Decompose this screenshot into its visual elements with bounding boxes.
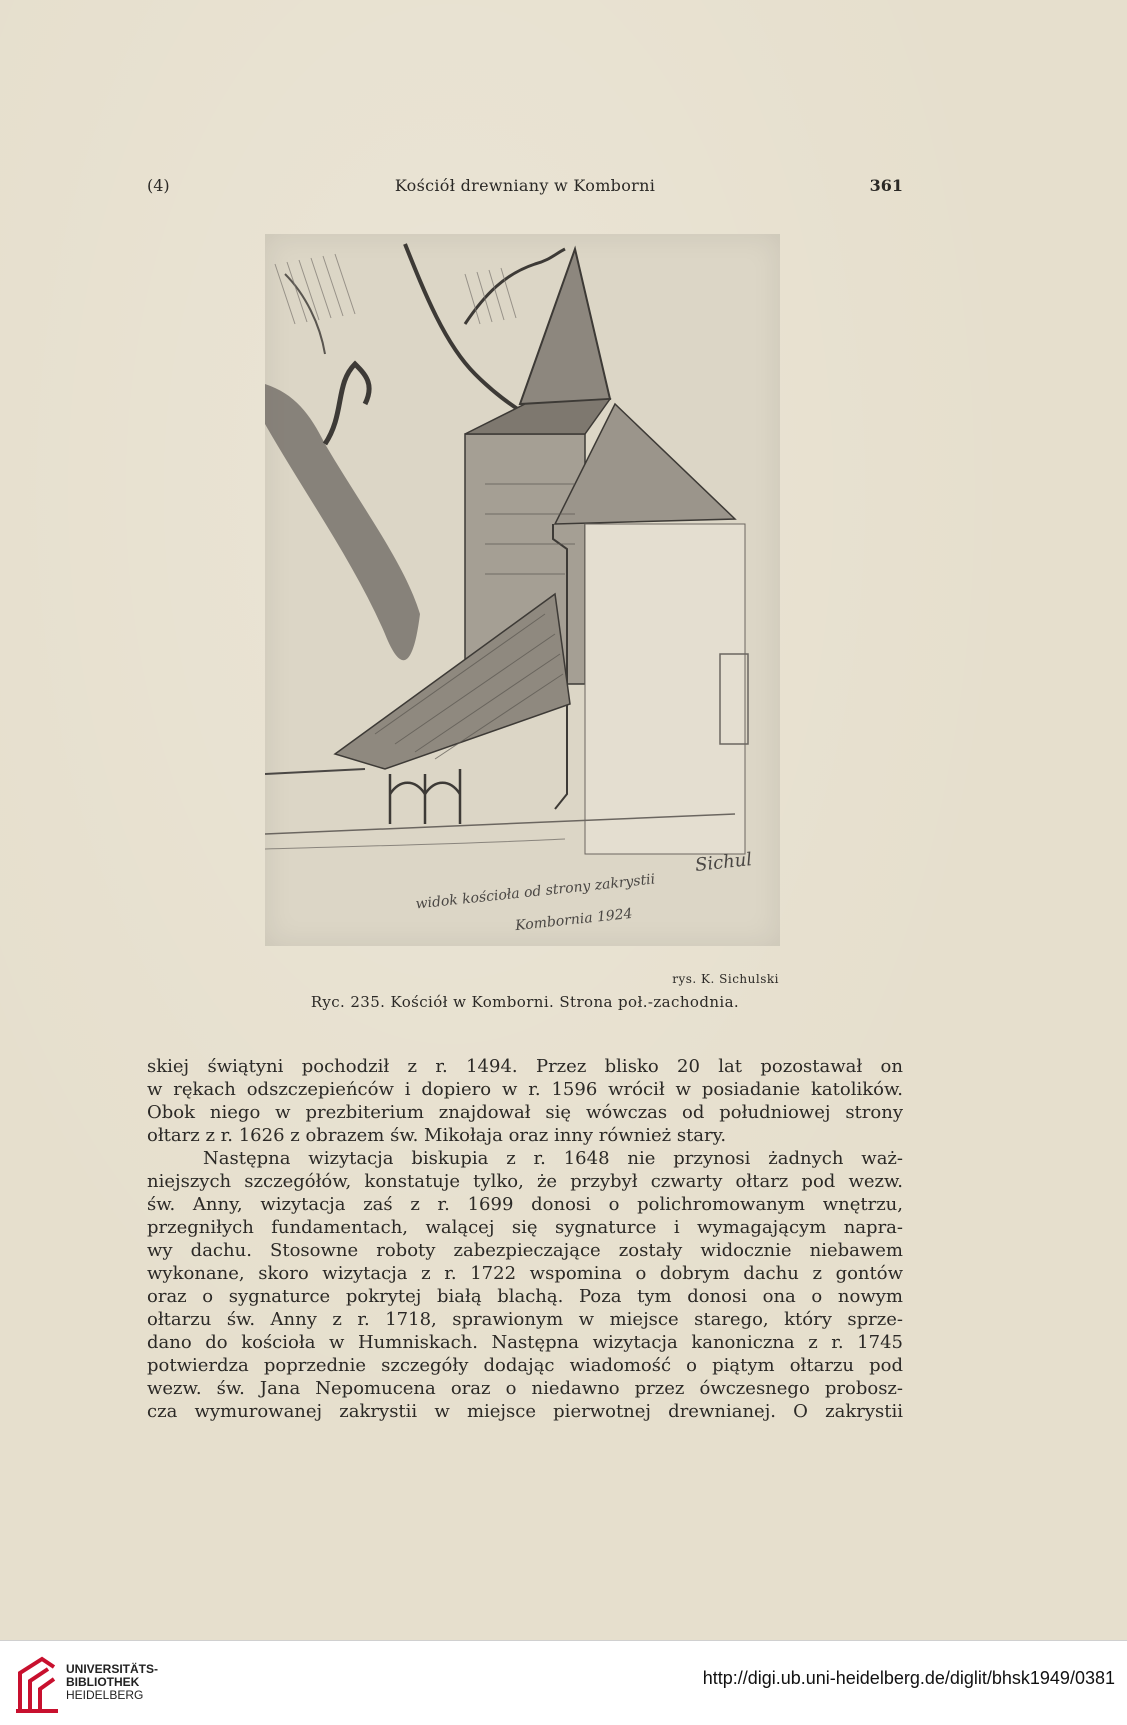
running-head bbox=[147, 176, 903, 200]
section-number: (4) bbox=[147, 176, 170, 195]
sketch-inscription-line2: Kombornia 1924 bbox=[514, 905, 634, 935]
artist-signature: Sichul bbox=[694, 849, 754, 876]
church-sketch-figure bbox=[265, 234, 780, 946]
text-line: przegniłych fundamentach, walącej się sygnaturce i wymagającym napra- bbox=[147, 1217, 903, 1238]
text-line: wykonane, skoro wizytacja z r. 1722 wspomina o dobrym dachu z gontów bbox=[147, 1263, 903, 1284]
permalink-url[interactable]: http://digi.ub.uni-heidelberg.de/diglit/bhsk1949/0381 bbox=[702, 1668, 1115, 1688]
church-sketch-drawing bbox=[265, 234, 780, 946]
text-line: wy dachu. Stosowne roboty zabezpieczające zostały widocznie niebawem bbox=[147, 1240, 903, 1261]
running-title: Kościół drewniany w Komborni bbox=[394, 176, 656, 195]
text-line: niejszych szczegółów, konstatuje tylko, że przybył czwarty ołtarz pod wezw. bbox=[147, 1171, 903, 1192]
text-line: ołtarz z r. 1626 z obrazem św. Mikołaja oraz inny również stary. bbox=[147, 1125, 727, 1146]
text-line: Obok niego w prezbiterium znajdował się wówczas od południowej strony bbox=[147, 1102, 903, 1123]
text-line: dano do kościoła w Humniskach. Następna wizytacja kanoniczna z r. 1745 bbox=[147, 1332, 903, 1353]
figure-caption: Ryc. 235. Kościół w Komborni. Strona poł.-zachodnia. bbox=[310, 993, 740, 1011]
text-line: w rękach odszczepieńców i dopiero w r. 1596 wrócił w posiadanie katolików. bbox=[147, 1079, 903, 1100]
text-line: ołtarzu św. Anny z r. 1718, sprawionym w miejsce starego, który sprze- bbox=[147, 1309, 903, 1330]
heidelberg-library-logo-icon[interactable] bbox=[12, 1653, 62, 1715]
body-text bbox=[147, 1055, 903, 1423]
library-line3: HEIDELBERG bbox=[66, 1688, 144, 1702]
library-line1: UNIVERSITÄTS- bbox=[66, 1662, 159, 1676]
library-line2: BIBLIOTHEK bbox=[66, 1675, 140, 1689]
library-name[interactable] bbox=[66, 1663, 158, 1702]
text-line: cza wymurowanej zakrystii w miejsce pierwotnej drewnianej. O zakrystii bbox=[147, 1401, 903, 1422]
text-line: skiej świątyni pochodził z r. 1494. Przez blisko 20 lat pozostawał on bbox=[147, 1056, 903, 1077]
text-line: św. Anny, wizytacja zaś z r. 1699 donosi o polichromowanym wnętrzu, bbox=[147, 1194, 903, 1215]
sketch-inscription-line1: widok kościoła od strony zakrystii bbox=[414, 871, 656, 913]
text-line: wezw. św. Jana Nepomucena oraz o niedawno przez ówczesnego probosz- bbox=[147, 1378, 903, 1399]
text-line: oraz o sygnaturce pokrytej białą blachą. Poza tym donosi ona o nowym bbox=[147, 1286, 903, 1307]
page-number: 361 bbox=[869, 176, 903, 195]
text-line: potwierdza poprzednie szczegóły dodając wiadomość o piątym ołtarzu pod bbox=[147, 1355, 903, 1376]
figure-credit: rys. K. Sichulski bbox=[672, 972, 779, 986]
text-line: Następna wizytacja biskupia z r. 1648 nie przynosi żadnych waż- bbox=[203, 1148, 903, 1169]
digitization-footer bbox=[0, 1640, 1127, 1725]
